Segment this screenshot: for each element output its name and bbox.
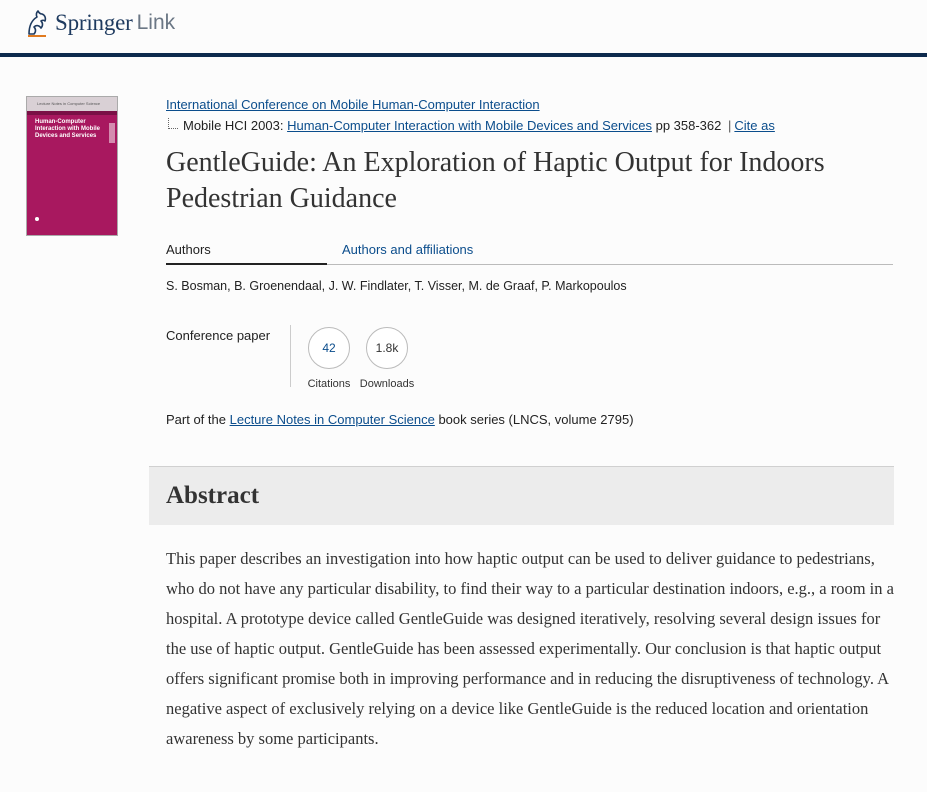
author-list: S. Bosman, B. Groenendaal, J. W. Findlater, T. Visser, M. de Graaf, P. Markopoulos xyxy=(166,279,627,293)
cite-as-link[interactable]: Cite as xyxy=(734,118,775,133)
downloads-count: 1.8k xyxy=(366,327,408,369)
citations-label: Citations xyxy=(307,378,351,390)
abstract-heading: Abstract xyxy=(166,482,260,509)
springer-horse-icon xyxy=(24,8,50,38)
cover-side-mark xyxy=(109,123,115,143)
logo-springer-text: Springer xyxy=(55,10,133,35)
series-prefix: Mobile HCI 2003: xyxy=(183,118,284,133)
tree-connector-icon xyxy=(168,118,178,129)
lncs-series-link[interactable]: Lecture Notes in Computer Science xyxy=(229,412,435,427)
site-header xyxy=(0,0,927,55)
breadcrumb-separator: | xyxy=(728,118,732,133)
series-breadcrumb xyxy=(183,118,775,133)
citations-metric[interactable] xyxy=(299,327,359,390)
page-title: GentleGuide: An Exploration of Haptic Output for Indoors Pedestrian Guidance xyxy=(166,147,825,214)
series-info xyxy=(166,412,634,427)
conference-link[interactable]: International Conference on Mobile Human-Computer Interaction xyxy=(166,97,540,112)
proceedings-link[interactable]: Human-Computer Interaction with Mobile Devices and Services xyxy=(287,118,652,133)
header-divider xyxy=(0,53,927,57)
metrics-divider xyxy=(290,325,291,387)
downloads-label: Downloads xyxy=(359,378,415,390)
paper-type: Conference paper xyxy=(166,328,271,343)
abstract-section-header[interactable] xyxy=(149,466,894,525)
book-cover-image[interactable] xyxy=(26,96,118,236)
downloads-metric xyxy=(357,327,417,390)
cover-title-text: Human-Computer Interaction with Mobile Devices and Services xyxy=(35,119,101,139)
tab-authors-affiliations[interactable]: Authors and affiliations xyxy=(342,242,474,257)
cover-series-text: Lecture Notes in Computer Science xyxy=(37,101,101,106)
logo-link-text: Link xyxy=(136,11,176,34)
cover-dark-band xyxy=(27,111,117,115)
tab-authors[interactable]: Authors xyxy=(166,242,327,265)
citations-count[interactable]: 42 xyxy=(308,327,350,369)
springer-link-logo[interactable] xyxy=(24,8,175,38)
page-range: pp 358-362 xyxy=(655,118,722,133)
abstract-text: This paper describes an investigation into how haptic output can be used to deliver guidance to pedestrians, who do not have any particular disability, to find their way to a particular destination indoors, e.g., a room in a hospital. A prototype device called GentleGuide was designed iteratively, resolving several design issues for the use of haptic output. GentleGuide has been assessed experimentally. Our conclusion is that haptic output offers significant promise both in improving performance and in reducing the disruptiveness of technology. A negative aspect of exclusively relying on a device like GentleGuide is the reduced location and orientation awareness by some participants. xyxy=(166,549,894,748)
author-tabs xyxy=(166,240,893,265)
cover-publisher-icon xyxy=(35,217,39,221)
series-info-suffix: book series (LNCS, volume 2795) xyxy=(438,412,634,427)
cover-top-band xyxy=(27,97,117,111)
series-info-prefix: Part of the xyxy=(166,412,226,427)
